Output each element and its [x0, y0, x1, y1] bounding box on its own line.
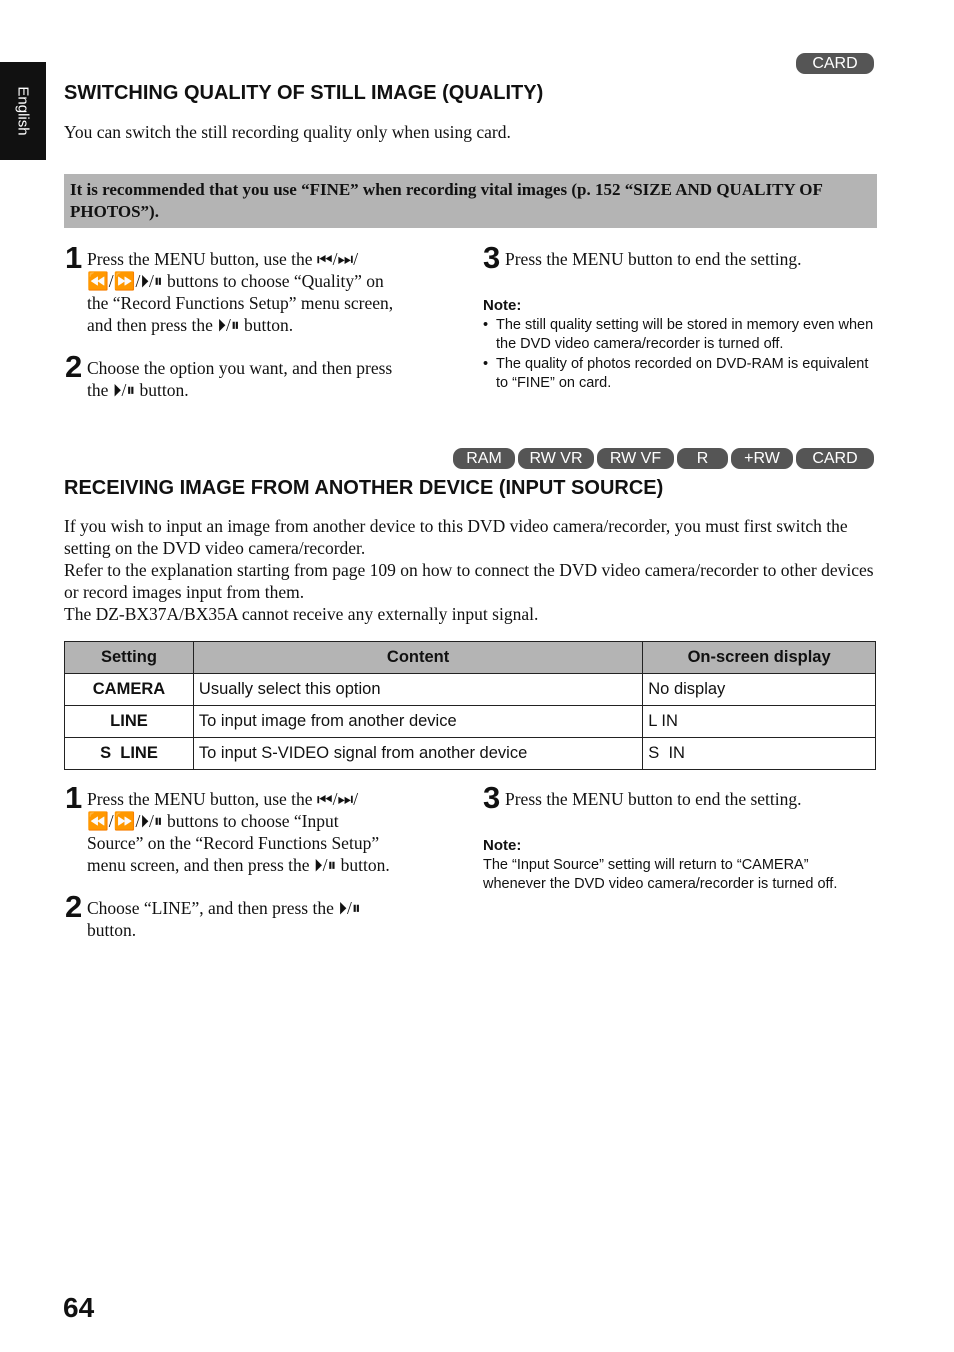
table-row	[65, 674, 876, 706]
section-title: RECEIVING IMAGE FROM ANOTHER DEVICE (INPUT SOURCE)	[64, 477, 664, 499]
step	[65, 889, 457, 941]
step-number: 3	[483, 240, 501, 275]
display-cell: No display	[643, 674, 876, 706]
content-cell: To input S-VIDEO signal from another device	[193, 738, 642, 770]
intro-text: You can switch the still recording quality only when using card.	[64, 122, 511, 142]
recommendation-banner: It is recommended that you use “FINE” when recording vital images (p. 152 “SIZE AND QUALITY OF PHOTOS”).	[64, 174, 877, 228]
step-number: 1	[65, 240, 83, 275]
note	[483, 296, 875, 394]
media-badge: CARD	[796, 448, 874, 469]
media-badge: RW VR	[518, 448, 594, 469]
step-number: 2	[65, 889, 83, 924]
table-header-row	[65, 642, 876, 674]
media-badge: R	[677, 448, 728, 469]
table-row	[65, 738, 876, 770]
note	[483, 836, 875, 895]
step-text: Choose the option you want, and then press the ⏵/⏸ button.	[87, 358, 393, 400]
language-tab	[0, 62, 46, 160]
paragraph: Refer to the explanation starting from page 109 on how to connect the DVD video camera/recorder to other devices or record images input from them.	[64, 560, 874, 602]
note-title: Note:	[483, 837, 522, 854]
note-title: Note:	[483, 297, 522, 314]
note-item: • The quality of photos recorded on DVD-RAM is equivalent to “FINE” on card.	[483, 355, 875, 394]
step-text: Press the MENU button to end the setting.	[505, 249, 802, 269]
step-text: Press the MENU button to end the setting.	[505, 789, 802, 809]
paragraph: The DZ-BX37A/BX35A cannot receive any externally input signal.	[64, 604, 539, 624]
note-item: • The still quality setting will be stored in memory even when the DVD video camera/recorder is turned off.	[483, 316, 875, 355]
content-cell: To input image from another device	[193, 706, 642, 738]
step-text: Press the MENU button, use the ⏮/⏭/ ⏪/⏩/⏵/⏸ buttons to choose “Input Source” on the “Record Functions Setup” menu screen, and then press the ⏵/⏸ button.	[87, 789, 390, 875]
step-text: Choose “LINE”, and then press the ⏵/⏸ button.	[87, 898, 361, 940]
input-source-table	[64, 641, 876, 770]
media-badges	[453, 448, 874, 469]
step	[65, 780, 457, 876]
column-header: Setting	[65, 642, 194, 674]
step-number: 3	[483, 780, 501, 815]
step-number: 2	[65, 349, 83, 384]
display-cell: L IN	[643, 706, 876, 738]
column-header: Content	[193, 642, 642, 674]
setting-cell: S LINE	[65, 738, 194, 770]
setting-cell: LINE	[65, 706, 194, 738]
media-badge: RW VF	[597, 448, 674, 469]
media-badge: CARD	[796, 53, 874, 74]
step-text: Press the MENU button, use the ⏮/⏭/ ⏪/⏩/⏵/⏸ buttons to choose “Quality” on the “Record Functions Setup” menu screen, and then press the ⏵/⏸ button.	[87, 249, 394, 335]
step	[483, 780, 875, 815]
media-badges	[796, 53, 874, 74]
page-number: 64	[63, 1292, 95, 1323]
language-tab-label: English	[14, 86, 32, 136]
media-badge: RAM	[453, 448, 515, 469]
table-row	[65, 706, 876, 738]
section-body	[64, 515, 876, 625]
display-cell: S IN	[643, 738, 876, 770]
column-header: On-screen display	[643, 642, 876, 674]
note-text: The “Input Source” setting will return to “CAMERA” whenever the DVD video camera/recorder is turned off.	[483, 856, 838, 892]
section-title: SWITCHING QUALITY OF STILL IMAGE (QUALITY)	[64, 82, 544, 104]
paragraph: If you wish to input an image from another device to this DVD video camera/recorder, you must first switch the setting on the DVD video camera/recorder.	[64, 516, 848, 558]
step	[483, 240, 875, 275]
step	[65, 240, 457, 336]
content-cell: Usually select this option	[193, 674, 642, 706]
media-badge: +RW	[731, 448, 793, 469]
step	[65, 349, 457, 401]
step-number: 1	[65, 780, 83, 815]
setting-cell: CAMERA	[65, 674, 194, 706]
